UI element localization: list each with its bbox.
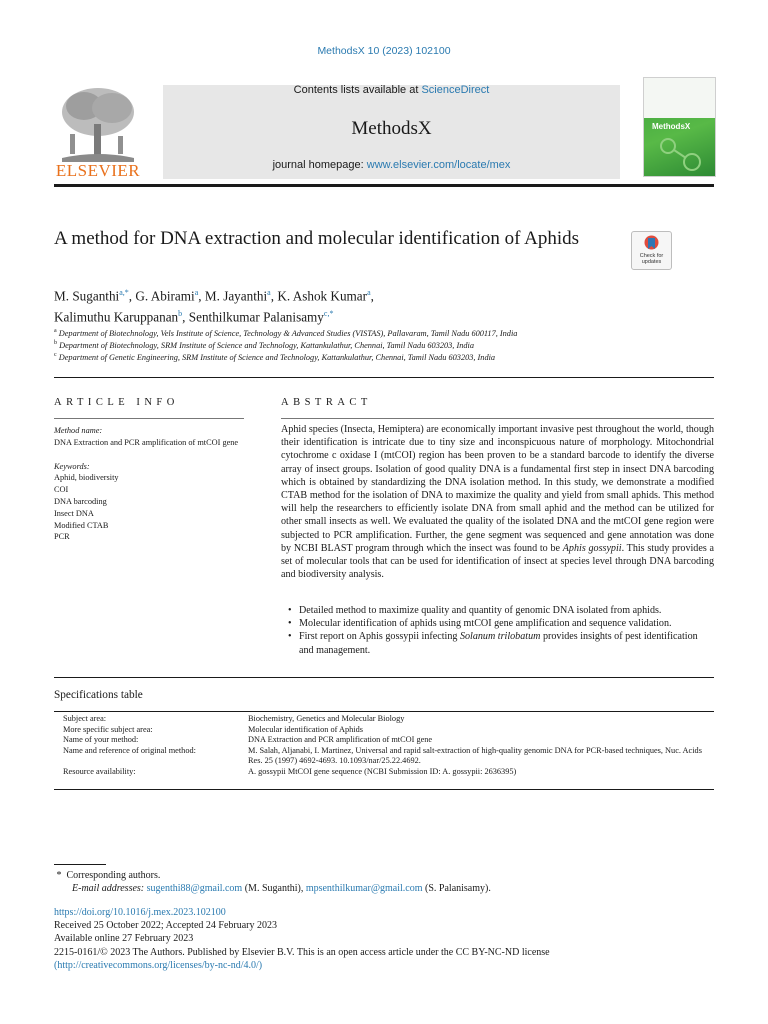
- spec-value: Molecular identification of Aphids: [248, 724, 363, 734]
- author-affil-mark[interactable]: c,*: [323, 309, 334, 319]
- license-text: 2215-0161/© 2023 The Authors. Published by Elsevier B.V. This is an open access article under the CC BY-NC-ND license: [54, 946, 550, 958]
- table-row: [54, 714, 714, 725]
- author-name: G. Abirami: [135, 288, 195, 304]
- author-name: M. Jayanthi: [204, 288, 268, 304]
- spec-table-top-rule: [54, 711, 714, 712]
- affiliation-c: [54, 352, 714, 362]
- keyword: Aphid, biodiversity: [54, 473, 119, 483]
- table-row: [54, 725, 714, 736]
- contents-prefix: Contents lists available at: [293, 84, 422, 96]
- email-line: [54, 882, 491, 895]
- affil-text: Department of Genetic Engineering, SRM Institute of Science and Technology, Kattankulathur, Chennai, Tamil Nadu 603203, India: [58, 352, 496, 362]
- author-affil-mark[interactable]: b: [178, 309, 183, 319]
- cover-graphic: [654, 136, 706, 172]
- keyword: Insect DNA: [54, 508, 94, 518]
- abstract-part: Aphid species (Insecta, Hemiptera) are economically important invasive pest throughout the world, though their identification is intricate due to tiny size and inconspicuous nature of morphology. Mitochondrial cytochrome c oxidase I (mtCOI) region has been proven to be a standard barcode to identify the diverse array of insect groups. Isolation of good quality DNA is a fundamental first step in insect DNA barcoding which is obtained by standardizing the DNA isolation method. In this study, we demonstrate a modified CTAB method for the isolation of DNA to maximize the quality and yield from small aphids. This method will help the researchers to efficiently isolate DNA from small aphid and the method can be utilized for other small insects as well. We evaluated the quality of the isolated DNA and the mtCOI gene region were subjected to PCR amplification. Further, the gene segment was sequenced and gene annotation was done by NCBI BLAST program through which the insect was found to be: [281, 424, 714, 554]
- affiliations-rule: [54, 377, 714, 378]
- author-name: Kalimuthu Karuppanan: [54, 309, 179, 325]
- journal-reference[interactable]: MethodsX 10 (2023) 102100: [317, 45, 451, 57]
- author-affil-mark[interactable]: a: [194, 288, 199, 297]
- spec-value: Biochemistry, Genetics and Molecular Biology: [248, 714, 405, 723]
- affiliation-a: [54, 328, 714, 338]
- corresponding-mark: *: [56, 870, 62, 881]
- spec-value: DNA Extraction and PCR amplification of mtCOI gene: [248, 735, 433, 745]
- affil-text: Department of Biotechnology, Vels Institute of Science, Technology & Advanced Studies (VISTAS), Pallavaram, Tamil Nadu 600117, India: [58, 328, 518, 338]
- plant-species-name: Solanum trilobatum: [459, 631, 541, 643]
- journal-name: MethodsX: [351, 118, 432, 139]
- affiliation-b: [54, 340, 714, 350]
- keyword: DNA barcoding: [54, 496, 107, 506]
- spec-table: [54, 714, 714, 778]
- header-rule: [54, 184, 714, 187]
- keyword: COI: [54, 485, 69, 495]
- available-date: Available online 27 February 2023: [54, 933, 194, 945]
- spec-value: M. Salah, Aljanabi, I. Martinez, Universal and rapid salt-extraction of high-quality genomic DNA for PCR-based techniques, Nuc. Acids Res. 25 (1997) 4692-4693. 10.1093/nar/25.22.4692.: [248, 745, 702, 766]
- highlight-item: • Molecular identification of aphids using mtCOI gene amplification and sequence validation.: [281, 617, 714, 630]
- highlight-item: • Detailed method to maximize quality and quantity of genomic DNA isolated from aphids.: [281, 604, 714, 617]
- affil-mark: c: [54, 352, 57, 358]
- elsevier-wordmark: ELSEVIER: [55, 161, 141, 180]
- article-info-block: [54, 425, 244, 543]
- highlight-part: First report on Aphis gossypii infecting: [299, 631, 460, 643]
- license-link[interactable]: (http://creativecommons.org/licenses/by-nc-nd/4.0/): [54, 959, 263, 971]
- affil-text: Department of Biotechnology, SRM Institute of Science and Technology, Kattankulathur, Chennai, Tamil Nadu 603203, India: [59, 340, 474, 350]
- abstract-bottom-rule: [54, 677, 714, 678]
- homepage-line: [163, 159, 620, 171]
- species-name: Aphis gossypii: [562, 542, 622, 554]
- contents-line: [163, 84, 620, 96]
- table-row: [54, 735, 714, 746]
- keywords-label: Keywords:: [54, 461, 90, 471]
- doi-link[interactable]: https://doi.org/10.1016/j.mex.2023.102100: [54, 907, 226, 918]
- spec-table-title: Specifications table: [54, 689, 143, 701]
- spec-value: A. gossypii MtCOI gene sequence (NCBI Submission ID: A. gossypii: 2636395): [248, 766, 517, 776]
- spec-key: Subject area:: [63, 714, 107, 723]
- spec-key: Name and reference of original method:: [63, 745, 196, 755]
- check-for-updates-badge[interactable]: [631, 231, 672, 270]
- email-owner: (S. Palanisamy).: [422, 883, 491, 894]
- footnotes: [54, 869, 491, 895]
- corresponding-text: Corresponding authors.: [66, 870, 161, 881]
- spec-key: Name of your method:: [63, 735, 139, 745]
- homepage-link[interactable]: www.elsevier.com/locate/mex: [366, 159, 511, 171]
- cover-top-band: [644, 78, 715, 118]
- highlight-item: [281, 630, 714, 656]
- abstract-text: [281, 423, 714, 581]
- email-label: E-mail addresses:: [72, 883, 145, 894]
- crossmark-label: Check for updates: [639, 253, 664, 265]
- abstract-rule: [281, 418, 714, 419]
- abstract-heading: ABSTRACT: [281, 397, 372, 408]
- author-affil-mark[interactable]: a: [367, 288, 371, 297]
- affil-mark: a: [54, 328, 57, 334]
- spec-key: Resource availability:: [63, 766, 136, 776]
- spec-table-bottom-rule: [54, 789, 714, 790]
- journal-cover-thumbnail: [643, 77, 716, 177]
- article-info-rule: [54, 418, 244, 419]
- highlight-part: provides insights of pest identification and management.: [299, 631, 698, 656]
- author-name: Senthilkumar Palanisamy: [188, 309, 324, 325]
- homepage-prefix: journal homepage:: [272, 159, 367, 171]
- received-dates: Received 25 October 2022; Accepted 24 February 2023: [54, 920, 277, 932]
- article-title: A method for DNA extraction and molecular identification of Aphids: [54, 228, 580, 249]
- highlights-list: [281, 604, 714, 657]
- author-affil-mark[interactable]: a,*: [119, 288, 129, 297]
- email-link[interactable]: sugenthi88@gmail.com: [146, 883, 243, 894]
- cover-title: MethodsX: [652, 122, 691, 131]
- email-link[interactable]: mpsenthilkumar@gmail.com: [305, 883, 423, 894]
- keyword: PCR: [54, 532, 70, 542]
- method-name: DNA Extraction and PCR amplification of mtCOI gene: [54, 437, 239, 447]
- author-name: M. Suganthi: [54, 288, 120, 304]
- method-name-label: Method name:: [54, 426, 103, 435]
- article-info-heading: ARTICLE INFO: [54, 397, 179, 408]
- spec-key: More specific subject area:: [63, 724, 153, 734]
- crossmark-icon: [644, 235, 659, 252]
- corresponding-note: [54, 869, 491, 882]
- author-affil-mark[interactable]: a: [267, 288, 271, 297]
- keyword: Modified CTAB: [54, 520, 109, 530]
- footnote-rule: [54, 864, 106, 865]
- author-list: M. Suganthi$^{a,*}$, G. Abirami$^a$, M. Jayanthi$^a$, K. Ashok Kumar$^a$, Kalimuthu Karuppanan$^b$, Senthilkumar Palanisamy$^{c,*}$: [54, 288, 374, 325]
- abstract-part: . This study provides a set of molecular tools that can be used for identification of insect at species level through DNA barcoding and biodiversity analysis.: [281, 542, 714, 581]
- email-owner: (M. Suganthi),: [242, 883, 306, 894]
- author-name: K. Ashok Kumar: [277, 288, 368, 304]
- sciencedirect-link[interactable]: ScienceDirect: [421, 84, 490, 96]
- article-metadata: [54, 906, 714, 972]
- table-row: [54, 767, 714, 778]
- table-row: [54, 746, 714, 767]
- affil-mark: b: [54, 340, 57, 346]
